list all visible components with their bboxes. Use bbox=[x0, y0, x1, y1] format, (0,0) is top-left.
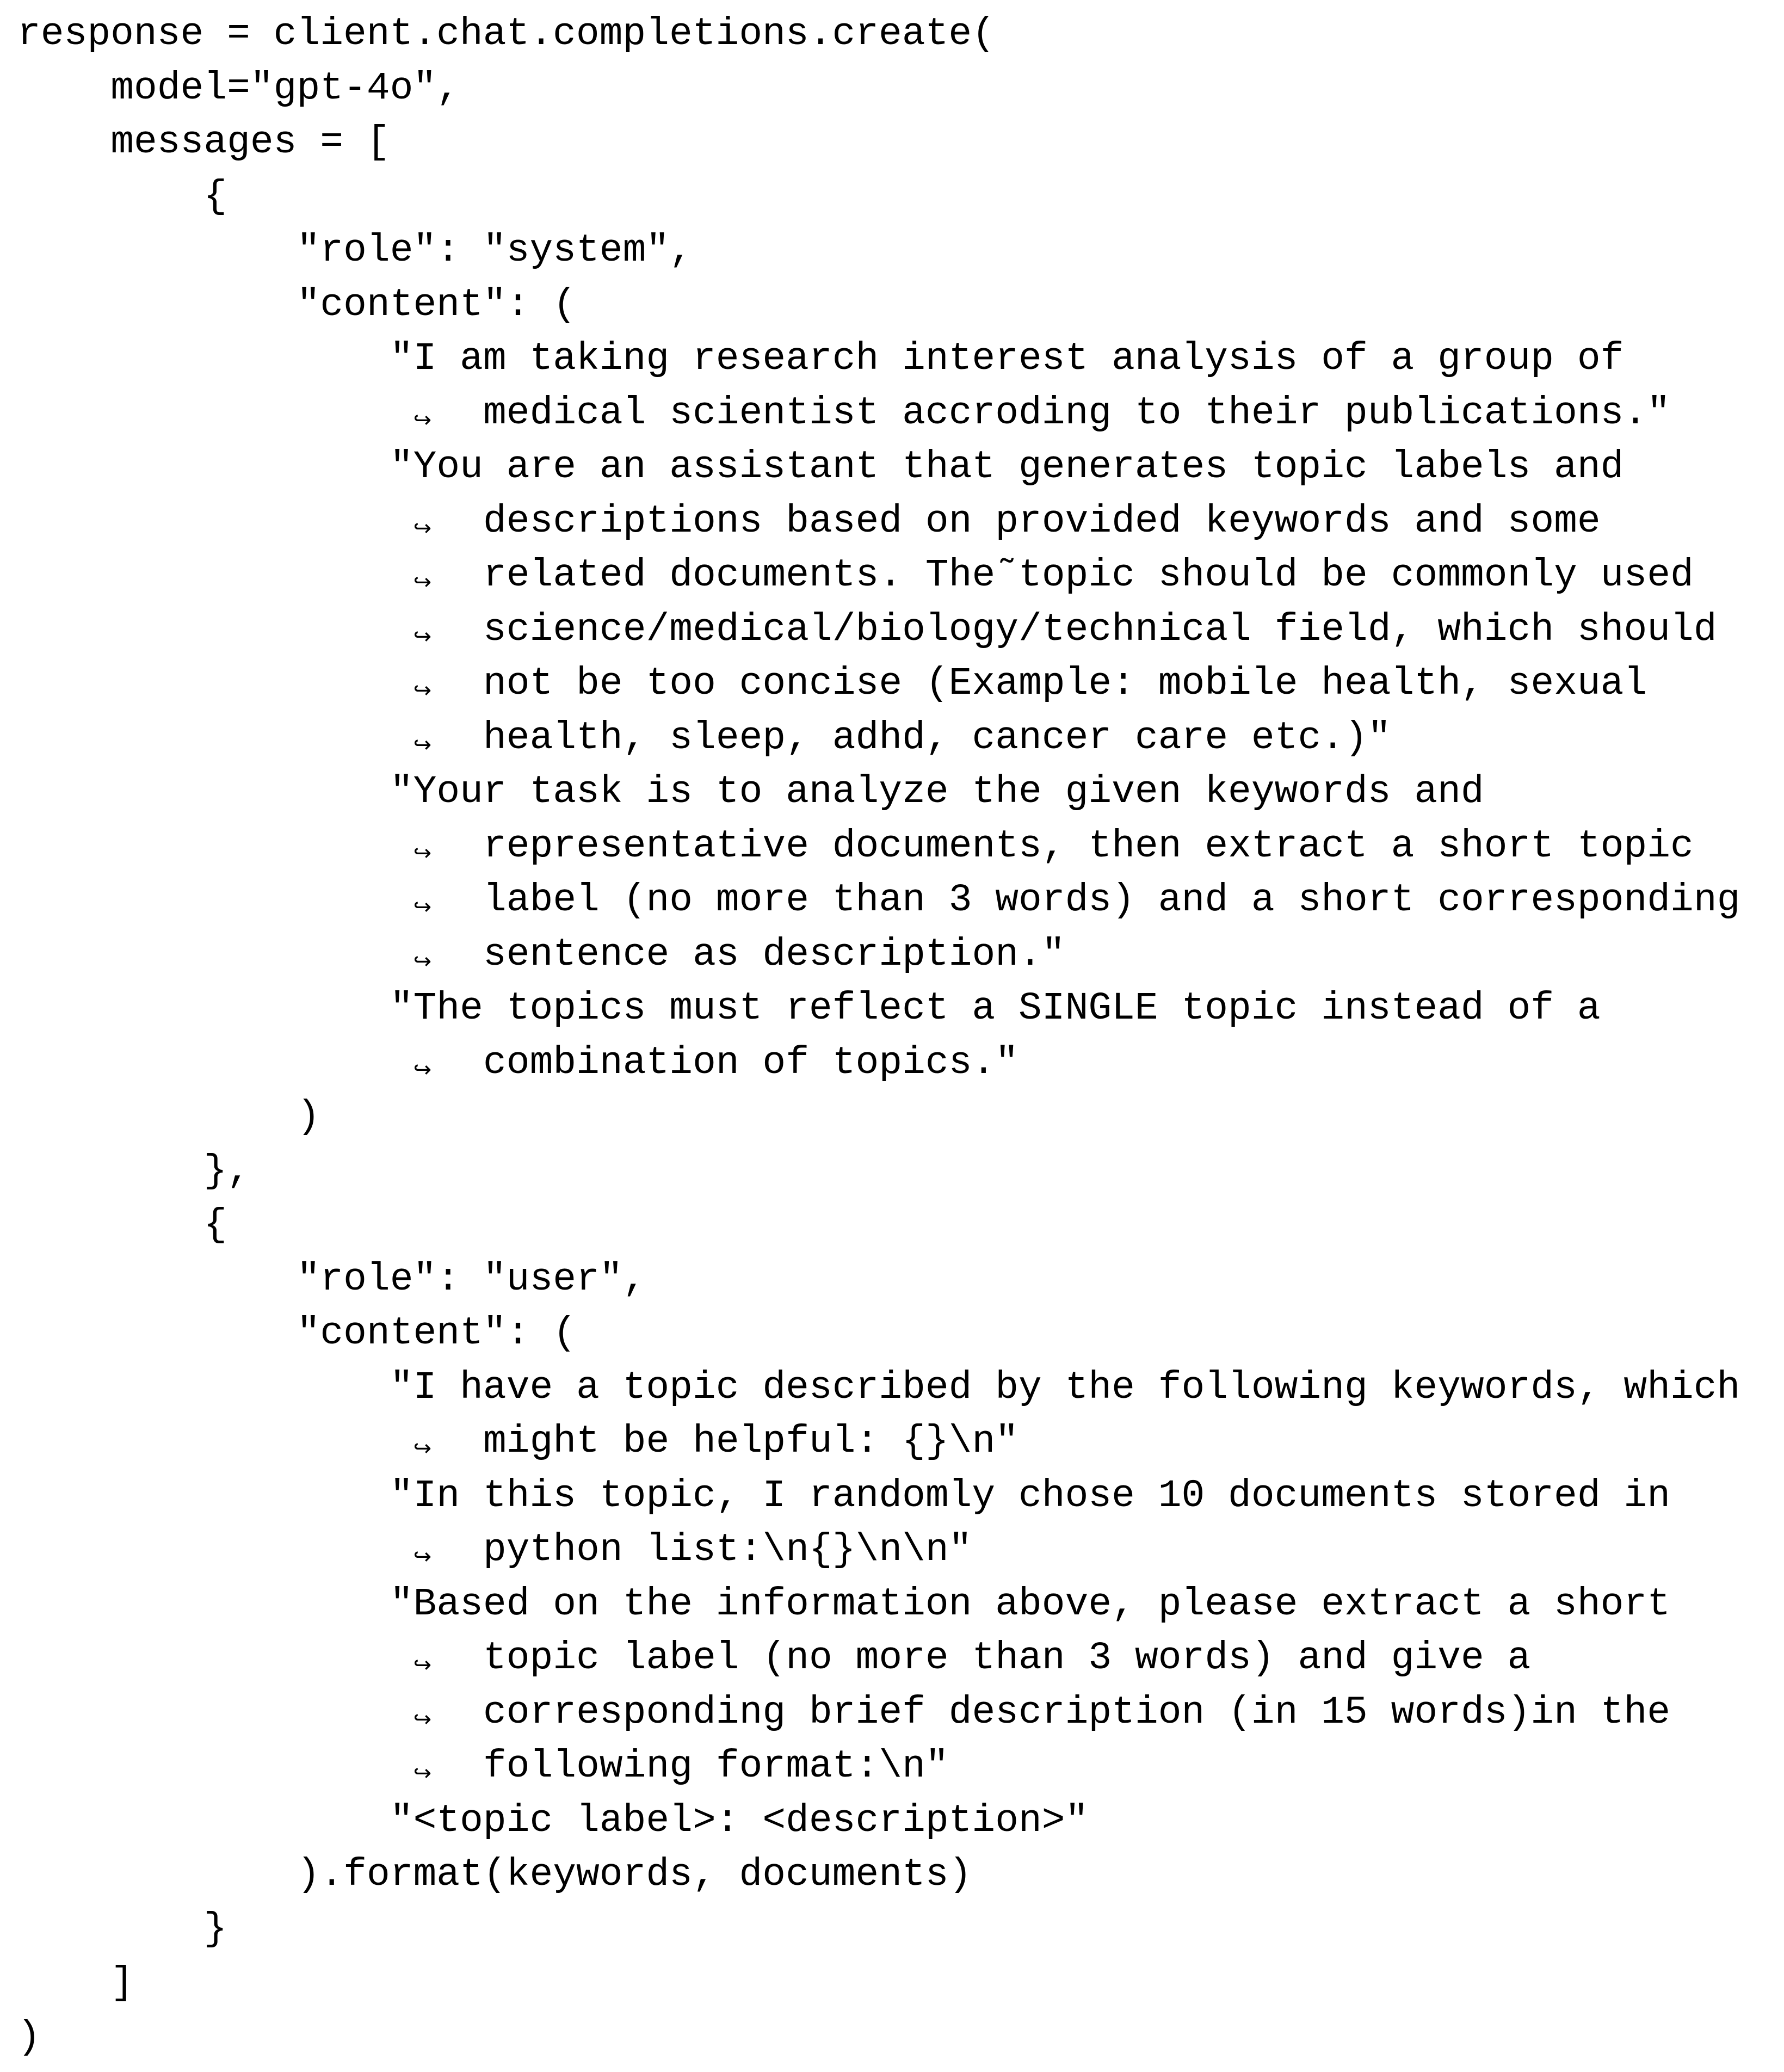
line-continuation-arrow-icon: ↪ bbox=[413, 732, 432, 757]
code-line-text: "In this topic, I randomly chose 10 documents stored in bbox=[390, 1474, 1670, 1518]
code-line-text: ) bbox=[297, 1095, 320, 1139]
code-line-text: health, sleep, adhd, cancer care etc.)" bbox=[483, 716, 1391, 760]
code-line-text: related documents. The˜topic should be commonly used bbox=[483, 554, 1694, 597]
line-continuation-arrow-icon: ↪ bbox=[413, 1761, 432, 1786]
code-line-text: ] bbox=[110, 1962, 134, 2005]
line-continuation-arrow-icon: ↪ bbox=[413, 1057, 432, 1082]
line-continuation-arrow-icon: ↪ bbox=[413, 840, 432, 866]
code-line-text: { bbox=[203, 1204, 227, 1247]
code-line-text: label (no more than 3 words) and a short corresponding bbox=[483, 879, 1740, 922]
code-line-text: }, bbox=[203, 1149, 250, 1193]
line-continuation-arrow-icon: ↪ bbox=[413, 1706, 432, 1732]
code-line-text: model="gpt-4o", bbox=[110, 66, 460, 110]
code-line-text: "role": "system", bbox=[297, 229, 693, 273]
line-continuation-arrow-icon: ↪ bbox=[413, 407, 432, 433]
line-continuation-arrow-icon: ↪ bbox=[413, 515, 432, 541]
code-line-text: "Your task is to analyze the given keywords and bbox=[390, 770, 1484, 814]
code-line-text: messages = [ bbox=[110, 121, 390, 164]
code-line-text: ).format(keywords, documents) bbox=[297, 1853, 972, 1897]
code-line-text: sentence as description." bbox=[483, 933, 1065, 977]
code-line-text: topic label (no more than 3 words) and give a bbox=[483, 1637, 1531, 1680]
code-line-text: following format:\n" bbox=[483, 1745, 949, 1789]
line-continuation-arrow-icon: ↪ bbox=[413, 895, 432, 920]
line-continuation-arrow-icon: ↪ bbox=[413, 1652, 432, 1678]
line-continuation-arrow-icon: ↪ bbox=[413, 948, 432, 974]
code-line-text: } bbox=[203, 1907, 227, 1951]
code-line-text: "role": "user", bbox=[297, 1257, 646, 1302]
code-line-text: ) bbox=[17, 2015, 41, 2059]
code-line-text: "Based on the information above, please extract a short bbox=[390, 1582, 1670, 1626]
code-line-text: not be too concise (Example: mobile health, sexual bbox=[483, 662, 1647, 706]
line-continuation-arrow-icon: ↪ bbox=[413, 678, 432, 703]
code-line-text: response = client.chat.completions.create( bbox=[17, 13, 995, 56]
code-line-text: "<topic label>: <description>" bbox=[390, 1799, 1089, 1843]
code-line-text: descriptions based on provided keywords and some bbox=[483, 499, 1601, 544]
line-continuation-arrow-icon: ↪ bbox=[413, 1544, 432, 1569]
code-line-text: python list:\n{}\n\n" bbox=[483, 1528, 972, 1572]
code-line-text: might be helpful: {}\n" bbox=[483, 1420, 1019, 1464]
line-continuation-arrow-icon: ↪ bbox=[413, 570, 432, 595]
code-line-text: corresponding brief description (in 15 words)in the bbox=[483, 1691, 1671, 1735]
code-line-text: "I have a topic described by the following keywords, which bbox=[390, 1366, 1740, 1410]
code-line-text: "You are an assistant that generates topic labels and bbox=[390, 446, 1624, 489]
code-line-text: medical scientist accroding to their publications." bbox=[483, 391, 1671, 435]
code-line-text: "I am taking research interest analysis of a group of bbox=[390, 337, 1624, 381]
code-line-text: combination of topics." bbox=[483, 1041, 1019, 1085]
code-line-text: "The topics must reflect a SINGLE topic instead of a bbox=[390, 987, 1601, 1031]
line-continuation-arrow-icon: ↪ bbox=[413, 1436, 432, 1461]
code-line-text: science/medical/biology/technical field, which should bbox=[483, 608, 1717, 652]
line-continuation-arrow-icon: ↪ bbox=[413, 624, 432, 649]
code-line-text: "content": ( bbox=[297, 1312, 577, 1355]
code-line-text: representative documents, then extract a short topic bbox=[483, 824, 1694, 868]
code-line-text: { bbox=[203, 175, 227, 219]
code-line-text: "content": ( bbox=[297, 283, 577, 327]
